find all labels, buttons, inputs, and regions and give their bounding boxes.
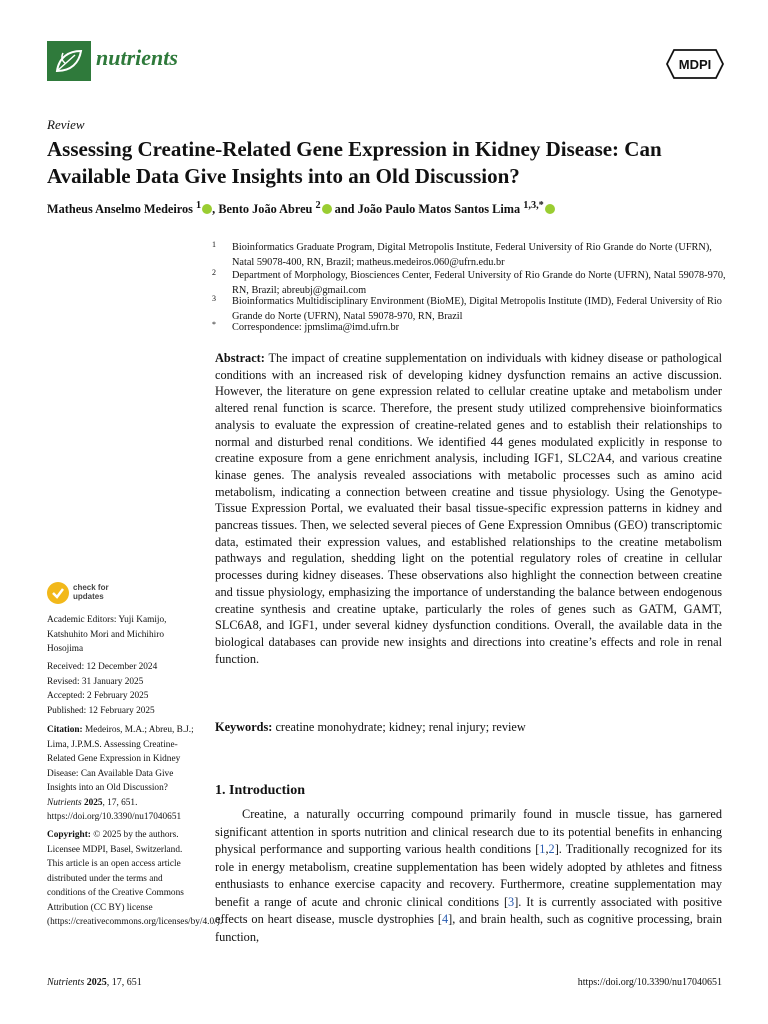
author-list [47,200,555,217]
article-title: Assessing Creatine-Related Gene Expression in Kidney Disease: Can Available Data Give Insights into an Old Discussion? [47,137,662,188]
accepted-date: Accepted: 2 February 2025 [47,691,149,701]
affiliation-number: 1 [212,240,216,249]
author-affiliation-ref: 1 [196,200,202,211]
revised-date: Revised: 31 January 2025 [47,676,144,687]
affiliation-text: Department of Morphology, Biosciences Center, Federal University of Rio Grande do Norte (UFRN), Natal 59078-970, RN, Brazil; abreubj@gmail.com [232,270,726,296]
citation-link[interactable]: 4 [441,912,449,926]
author-name[interactable]: Bento João Abreu [218,202,313,217]
intro-text: ]. It is currently associated with positive effects on heart disease, muscle dystrophies [ [215,894,723,926]
check-updates-line: updates [73,592,104,601]
footer-citation [47,977,142,988]
footer-doi-link[interactable]: https://doi.org/10.3390/nu17040651 [577,977,722,988]
intro-text: ], and brain health, such as cognitive processing, brain function, [215,912,722,944]
publisher-label: MDPI [678,57,712,72]
citation-link[interactable]: 1 [539,842,546,856]
correspondence [212,320,735,335]
academic-editors: Academic Editors: Yuji Kamijo, Katshuhito Mori and Michihiro Hosojima [47,615,167,654]
correspondence-text: Correspondence: jpmslima@imd.ufrn.br [232,322,400,333]
affiliation-number: 3 [212,294,216,303]
copyright-label: Copyright: [47,830,91,840]
mdpi-logo [666,49,724,79]
affiliation-number: 2 [212,268,216,277]
journal-name: nutrients [96,45,178,70]
copyright-block [47,828,223,930]
author-affiliation-ref: 2 [315,200,321,211]
check-updates-line: check for [73,583,109,592]
citation-year: 2025 [83,797,103,808]
copyright-text: © 2025 by the authors. Licensee MDPI, Basel, Switzerland. This article is an open access article distributed under the terms and conditions of the Creative Commons Attribution (CC BY) license (https://creativecommons.org/licenses/by/4.0/). [47,830,223,927]
citation-label: Citation: [47,725,83,735]
author-name[interactable]: João Paulo Matos Santos Lima [357,202,521,217]
abstract-text: The impact of creatine supplementation on individuals with kidney disease or pathological conditions with an increased risk of developing kidney dysfunction remains an active discussion. However, the literature on gene expression related to cellular creatine uptake and metabolism under altered renal function is scarce. Therefore, the present study utilized comprehensive bioinformatics analysis to evaluate the expression of creatine-related genes and to establish their relationships to normal and disturbed renal conditions. We identified 44 genes modulated explicitly in response to creatine exposure from a gene enrichment analysis, including IGF1, SLC2A4, and various creatine kinase genes. The analysis revealed associations with metabolic processes such as amino acid metabolism, indicating a connection between creatine and tissue physiology. Using the Genotype-Tissue Expression Portal, we evaluated their basal tissue-specific expression patterns in kidney and pancreas tissues. Then, we selected several pieces of Gene Expression Omnibus (GEO) transcriptomic data, estimated their expression values, and established relationships to the creatine metabolism pathways and regulation, shedding light on the potential regulatory roles of creatine in cellular processes during kidney diseases. These observations also highlight the connection between creatine and tissue physiology, emphasizing the importance of understanding the balance between endogenous creatine synthesis and creatine uptake, particularly the roles of genes such as GATM, GAMT, SLC6A8, and IGF1, under several kidney dysfunction conditions. Overall, the available data in the biological databases can provide new insights and directions into creatine’s effects and role in renal function. [215,351,722,666]
citation-link[interactable]: 2 [548,842,555,856]
author-separator: and [331,202,358,217]
citation-link[interactable]: 3 [508,894,515,909]
citation-doi[interactable]: , 17, 651. https://doi.org/10.3390/nu17040651 [47,797,182,822]
footer-journal: Nutrients [47,977,85,988]
keywords [215,720,722,735]
history-dates [47,660,197,718]
author-separator: , [212,202,219,217]
affiliation-text: Bioinformatics Graduate Program, Digital Metropolis Institute, Federal University of Rio Grande do Norte (UFRN), Natal 59078-400, RN, Brazil; matheus.medeiros.060@ufrn.edu.br [232,242,712,268]
journal-logo [47,41,91,81]
intro-text: , [545,842,549,856]
check-updates-icon [47,582,69,604]
orcid-icon[interactable] [545,204,555,214]
check-updates-label [73,583,109,601]
check-for-updates-button[interactable] [47,582,157,606]
published-date: Published: 12 February 2025 [47,705,155,716]
keywords-text: creatine monohydrate; kidney; renal injury; review [275,720,526,734]
abstract [215,350,722,667]
affiliation-text: Bioinformatics Multidisciplinary Environment (BioME), Digital Metropolis Institute (IMD), Federal University of Rio Grande do Norte (UFRN), Natal 59078-970, RN, Brazil [232,296,722,322]
affiliation [212,240,735,270]
leaf-icon [47,41,91,81]
intro-text: Creatine, a naturally occurring compound primarily found in muscle tissue, has garnered significant attention in sports nutrition and clinical research due to its potential benefits in enhancing physical performance and supporting various health conditions [ [215,807,722,856]
section-heading: 1. Introduction [215,783,305,798]
abstract-label: Abstract: [215,351,265,365]
footer-volume: , 17, 651 [106,977,142,988]
orcid-icon[interactable] [202,204,212,214]
article-type: Review [47,117,85,132]
intro-text: ]. Traditionally recognized for its role in energy metabolism, creatine supplementation has been widely adopted by athletes and fitness enthusiasts to enhance exercise capacity and recovery. Furthermore, creatine supplementation may benefit a range of acute and chronic clinical conditions [ [215,842,723,909]
author-name[interactable]: Matheus Anselmo Medeiros [47,202,193,217]
author-affiliation-ref: 1,3,* [523,200,544,211]
orcid-icon[interactable] [322,204,332,214]
citation-text: Medeiros, M.A.; Abreu, B.J.; Lima, J.P.M.S. Assessing Creatine-Related Gene Expression in Kidney Disease: Can Available Data Give Insights into an Old Discussion? [47,725,194,793]
keywords-label: Keywords: [215,720,273,734]
citation-block [47,723,197,825]
received-date: Received: 12 December 2024 [47,662,158,672]
affiliation-number: * [212,320,216,329]
footer-year: 2025 [86,977,107,988]
intro-paragraph [215,806,722,946]
citation-journal: Nutrients [47,797,82,808]
